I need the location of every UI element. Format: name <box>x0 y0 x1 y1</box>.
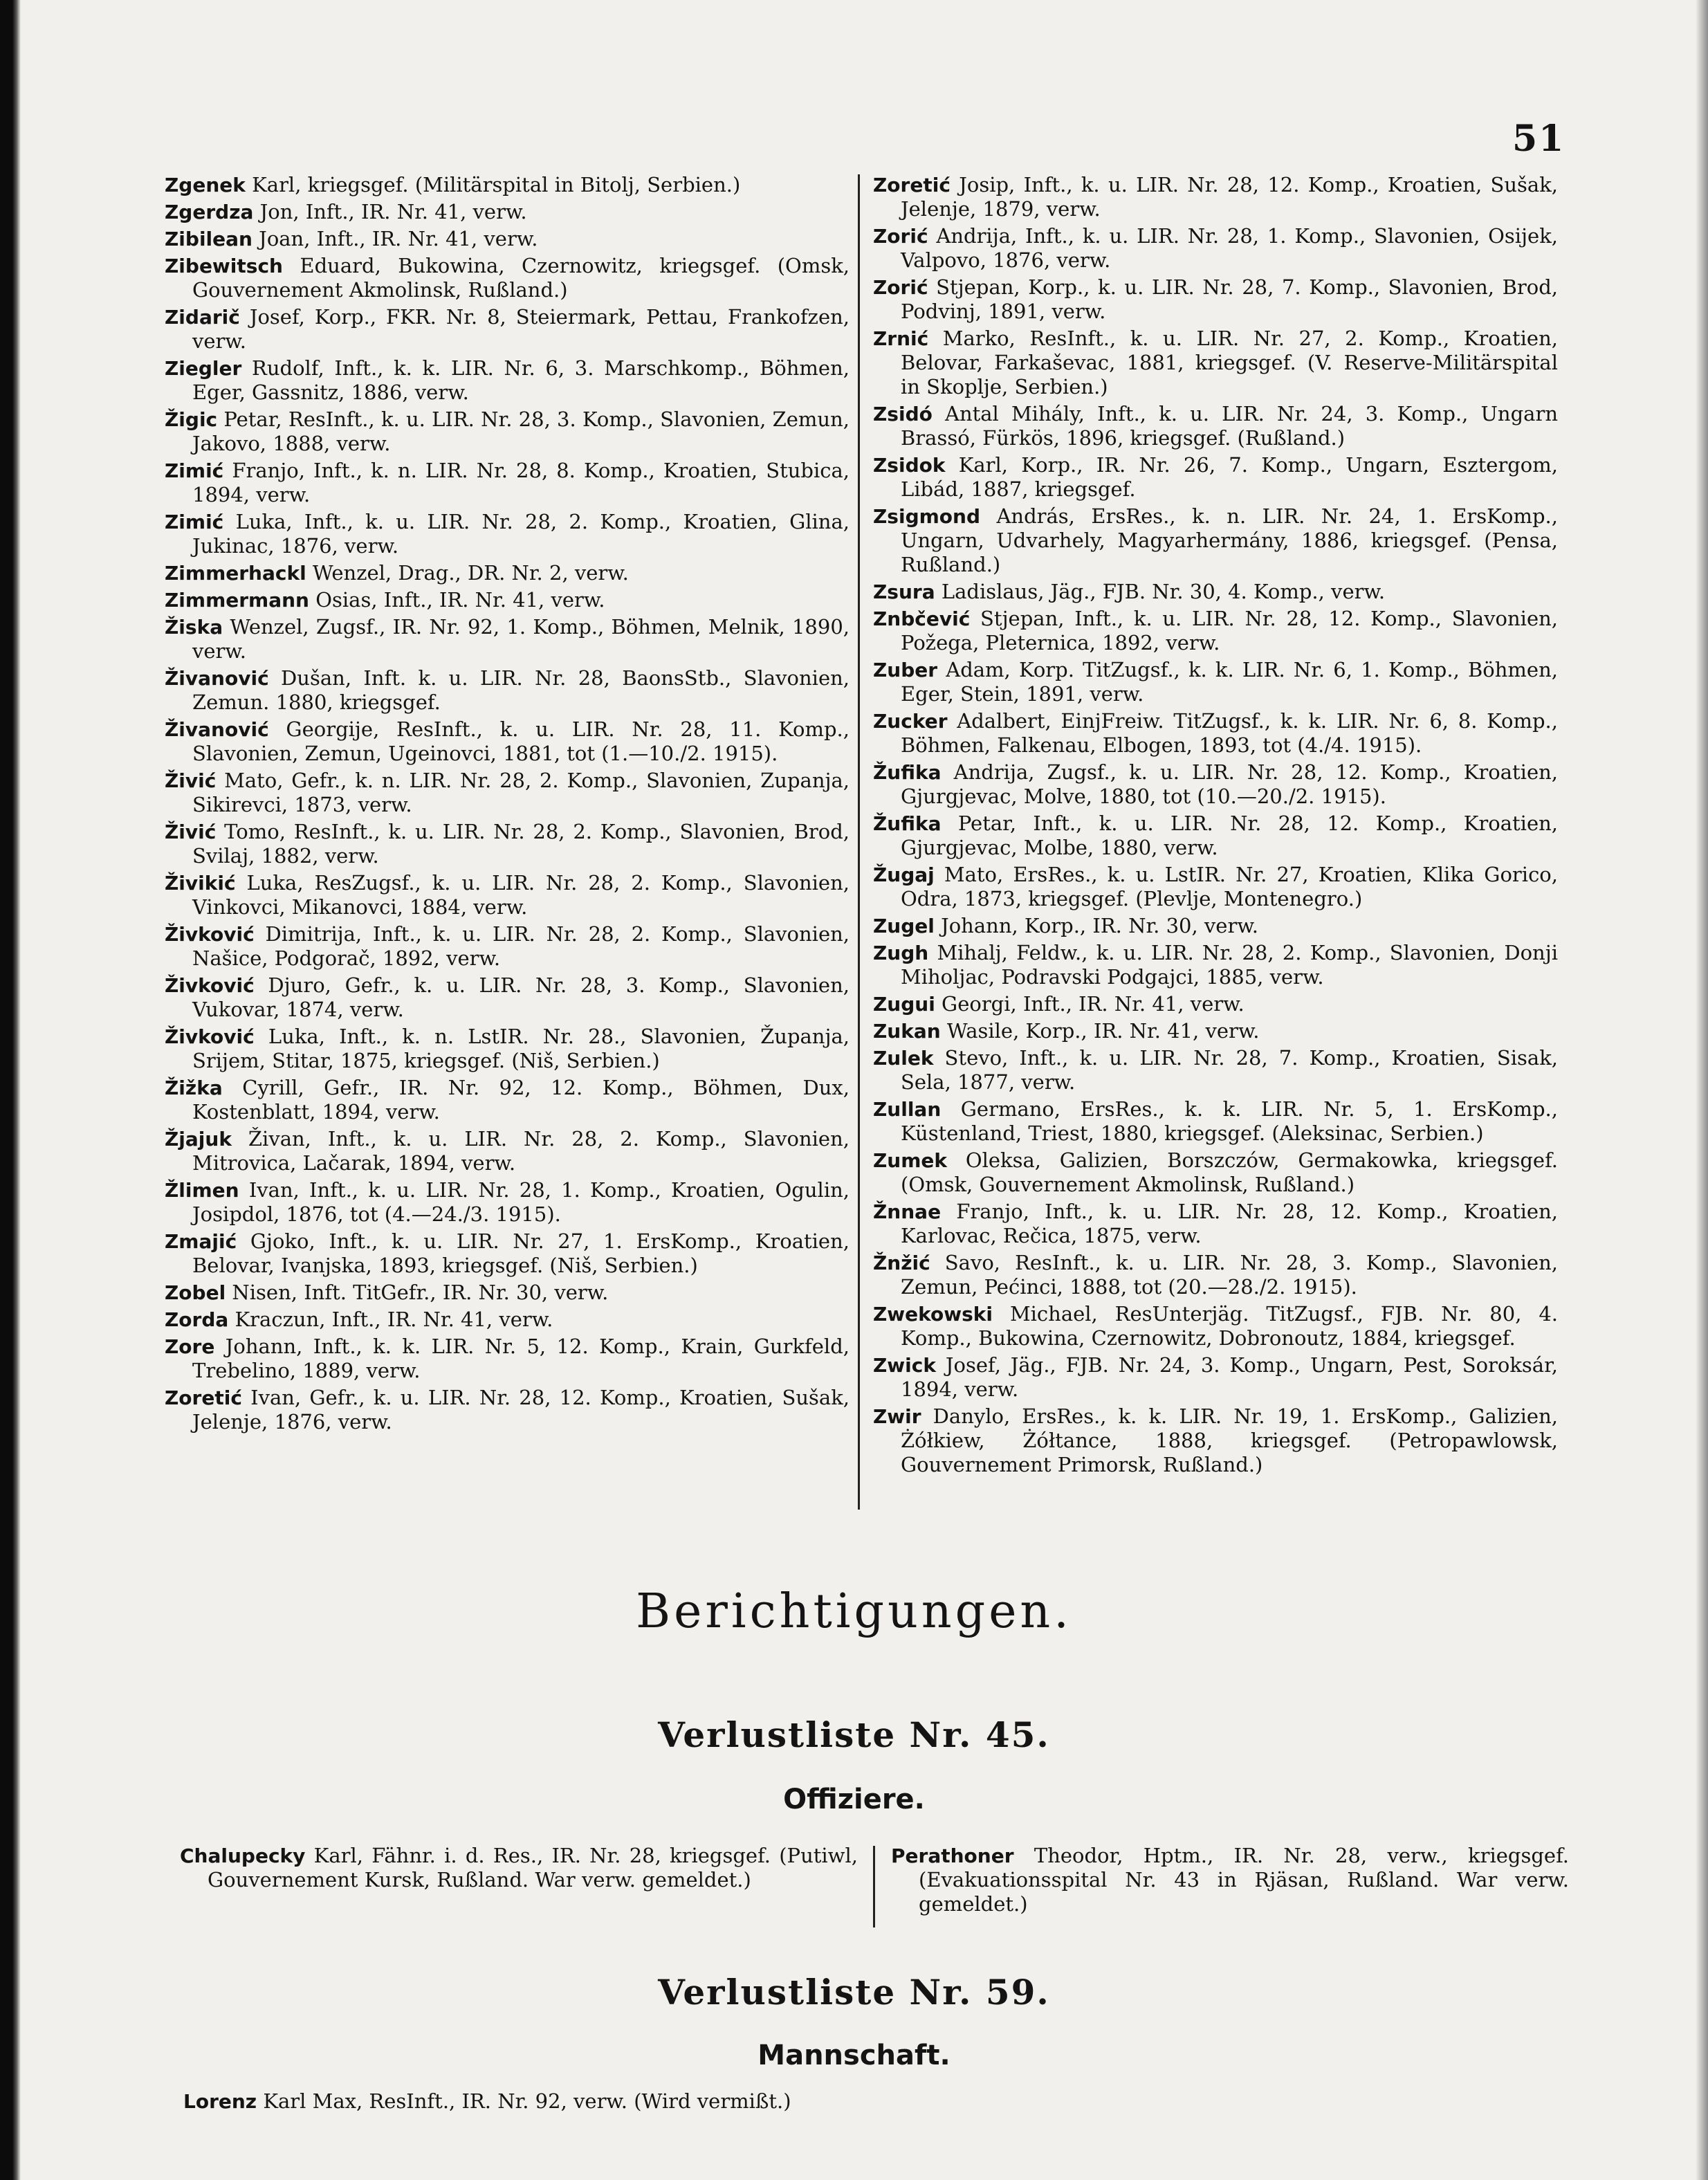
entry-name: Žigic <box>165 408 218 431</box>
entry-text: Djuro, Gefr., k. u. LIR. Nr. 28, 3. Komp., Slavonien, Vukovar, 1874, verw. <box>192 973 850 1021</box>
entry-name: Žugaj <box>873 863 935 886</box>
entry-name: Živić <box>165 769 217 792</box>
entry-name: Zorić <box>873 225 928 248</box>
entry-name: Zugui <box>873 993 935 1016</box>
list-entry <box>873 327 1558 399</box>
entry-name: Živić <box>165 821 217 843</box>
entry-name: Zimmerhackl <box>165 562 306 585</box>
entry-name: Perathoner <box>891 1844 1014 1867</box>
entry-text: Petar, Inft., k. u. LIR. Nr. 28, 12. Komp., Kroatien, Gjurgjevac, Molbe, 1880, verw. <box>901 812 1558 859</box>
entry-name: Zsigmond <box>873 505 980 528</box>
entry-name: Zoretić <box>873 174 951 196</box>
list-entry <box>873 275 1558 324</box>
entry-name: Žnnae <box>873 1200 942 1223</box>
entry-name: Zrnić <box>873 327 929 350</box>
entry-text: Tomo, ResInft., k. u. LIR. Nr. 28, 2. Komp., Slavonien, Brod, Svilaj, 1882, verw. <box>192 820 850 868</box>
entry-name: Zibewitsch <box>165 255 283 277</box>
list-entry <box>165 666 850 715</box>
list-entry <box>165 1308 850 1332</box>
list-entry <box>165 1127 850 1175</box>
entry-text: Michael, ResUnterjäg. TitZugsf., FJB. Nr. 80, 4. Komp., Bukowina, Czernowitz, Dobronoutz, 1884, kriegsgef. <box>901 1302 1558 1350</box>
entry-name: Živković <box>165 974 255 997</box>
list-entry <box>165 1025 850 1073</box>
entry-name: Zidarič <box>165 306 240 329</box>
entry-text: Kraczun, Inft., IR. Nr. 41, verw. <box>228 1308 553 1331</box>
entry-text: Karl Max, ResInft., IR. Nr. 92, verw. (Wird vermißt.) <box>257 2089 791 2113</box>
entry-name: Zugh <box>873 942 929 964</box>
entry-name: Živković <box>165 923 255 946</box>
list-entry <box>873 504 1558 577</box>
entry-text: Josip, Inft., k. u. LIR. Nr. 28, 12. Komp., Kroatien, Sušak, Jelenje, 1879, verw. <box>901 173 1558 221</box>
entry-text: Johann, Inft., k. k. LIR. Nr. 5, 12. Komp., Krain, Gurkfeld, Trebelino, 1889, verw. <box>192 1335 850 1382</box>
entry-name: Ziegler <box>165 357 242 380</box>
list-45-heading: Verlustliste Nr. 45. <box>658 1714 1050 1755</box>
list-entry <box>873 1200 1558 1248</box>
entry-text: Adam, Korp. TitZugsf., k. k. LIR. Nr. 6, 1. Komp., Böhmen, Eger, Stein, 1891, verw. <box>901 658 1558 706</box>
entry-text: Ivan, Inft., k. u. LIR. Nr. 28, 1. Komp., Kroatien, Ogulin, Josipdol, 1876, tot (4.—24./3. 1915). <box>192 1178 850 1226</box>
entry-name: Zuber <box>873 659 938 681</box>
entry-name: Zumek <box>873 1149 948 1172</box>
right-column <box>873 173 1558 1480</box>
correction-entry-right <box>891 1844 1569 1919</box>
list-entry <box>165 615 850 663</box>
entry-name: Živanović <box>165 667 269 690</box>
entry-name: Zobel <box>165 1281 226 1304</box>
list-entry <box>873 658 1558 706</box>
entry-text: Živan, Inft., k. u. LIR. Nr. 28, 2. Komp., Slavonien, Mitrovica, Lačarak, 1894, verw. <box>192 1127 850 1175</box>
column-divider <box>858 174 860 1510</box>
entry-text: Josef, Jäg., FJB. Nr. 24, 3. Komp., Ungarn, Pest, Soroksár, 1894, verw. <box>901 1353 1558 1401</box>
entry-text: Jon, Inft., IR. Nr. 41, verw. <box>253 200 527 223</box>
entry-text: Savo, ResInft., k. u. LIR. Nr. 28, 3. Komp., Slavonien, Zemun, Pećinci, 1888, tot (20.—28./2. 1915). <box>901 1251 1558 1299</box>
list-entry <box>873 1251 1558 1299</box>
list-entry <box>165 922 850 971</box>
entry-text: Georgi, Inft., IR. Nr. 41, verw. <box>935 992 1245 1016</box>
list-59-heading: Verlustliste Nr. 59. <box>658 1972 1050 2013</box>
entry-name: Znbčević <box>873 607 971 630</box>
list-entry <box>873 992 1558 1016</box>
list-entry <box>165 1229 850 1278</box>
entry-text: Antal Mihály, Inft., k. u. LIR. Nr. 24, 3. Komp., Ungarn Brassó, Fürkös, 1896, kriegsgef. (Rußland.) <box>901 402 1558 450</box>
entry-name: Zwick <box>873 1354 936 1377</box>
entry-name: Zugel <box>873 915 935 937</box>
entry-text: Luka, Inft., k. n. LstIR. Nr. 28., Slavonien, Županja, Srijem, Stitar, 1875, kriegsgef. (Niš, Serbien.) <box>192 1025 850 1072</box>
list-entry <box>873 1019 1558 1043</box>
entry-text: Stevo, Inft., k. u. LIR. Nr. 28, 7. Komp., Kroatien, Sisak, Sela, 1877, verw. <box>901 1046 1558 1094</box>
list-entry <box>873 1046 1558 1094</box>
entry-text: Stjepan, Korp., k. u. LIR. Nr. 28, 7. Komp., Slavonien, Brod, Podvinj, 1891, verw. <box>901 275 1558 323</box>
entry-text: Osias, Inft., IR. Nr. 41, verw. <box>309 588 605 612</box>
list-entry <box>165 227 850 251</box>
entry-text: Mato, ErsRes., k. u. LstIR. Nr. 27, Kroatien, Klika Gorico, Odra, 1873, kriegsgef. (Plevlje, Montenegro.) <box>901 863 1558 910</box>
list-entry <box>873 1097 1558 1146</box>
entry-name: Zorić <box>873 276 928 299</box>
list-entry <box>873 453 1558 502</box>
page-edge-shadow-right <box>1696 0 1708 2180</box>
entry-name: Žižka <box>165 1077 223 1099</box>
entry-text: Andrija, Inft., k. u. LIR. Nr. 28, 1. Komp., Slavonien, Osijek, Valpovo, 1876, verw. <box>901 224 1558 272</box>
page-number: 51 <box>1512 118 1565 160</box>
list-entry <box>165 356 850 405</box>
list-entry <box>165 561 850 585</box>
list-entry <box>165 407 850 456</box>
entry-text: Eduard, Bukowina, Czernowitz, kriegsgef. (Omsk, Gouvernement Akmolinsk, Rußland.) <box>192 254 850 302</box>
entry-text: Ivan, Gefr., k. u. LIR. Nr. 28, 12. Komp., Kroatien, Sušak, Jelenje, 1876, verw. <box>192 1386 850 1434</box>
entry-text: Gjoko, Inft., k. u. LIR. Nr. 27, 1. ErsKomp., Kroatien, Belovar, Ivanjska, 1893, kriegsgef. (Niš, Serbien.) <box>192 1229 850 1277</box>
entry-name: Zgerdza <box>165 201 254 223</box>
list-entry <box>873 812 1558 860</box>
list-entry <box>873 941 1558 989</box>
entry-text: Mihalj, Feldw., k. u. LIR. Nr. 28, 2. Komp., Slavonien, Donji Miholjac, Podravski Podgajci, 1885, verw. <box>901 941 1558 989</box>
correction-entry-bottom <box>183 2089 1290 2116</box>
entry-text: Luka, ResZugsf., k. u. LIR. Nr. 28, 2. Komp., Slavonien, Vinkovci, Mikanovci, 1884, verw. <box>192 871 850 919</box>
list-entry <box>873 863 1558 911</box>
entry-name: Zimić <box>165 511 224 533</box>
entry-name: Zimić <box>165 459 224 482</box>
entry-name: Zsura <box>873 580 935 603</box>
entry-name: Zsidok <box>873 454 946 477</box>
entry-text: Germano, ErsRes., k. k. LIR. Nr. 5, 1. ErsKomp., Küstenland, Triest, 1880, kriegsgef. (Aleksinac, Serbien.) <box>901 1097 1558 1145</box>
entry-text: Johann, Korp., IR. Nr. 30, verw. <box>934 914 1258 937</box>
entry-text: Josef, Korp., FKR. Nr. 8, Steiermark, Pettau, Frankofzen, verw. <box>192 305 850 353</box>
list-entry <box>165 459 850 507</box>
list-entry <box>165 588 850 612</box>
entry-text: Adalbert, EinjFreiw. TitZugsf., k. k. LIR. Nr. 6, 8. Komp., Böhmen, Falkenau, Elbogen, 1893, tot (4./4. 1915). <box>901 709 1558 757</box>
list-entry <box>873 914 1558 938</box>
entry-name: Zwir <box>873 1405 921 1428</box>
list-entry <box>165 173 850 197</box>
list-entry <box>873 173 1558 221</box>
list-59-subheading: Mannschaft. <box>757 2040 951 2071</box>
list-entry <box>165 1178 850 1227</box>
list-entry <box>165 820 850 868</box>
entry-name: Chalupecky <box>180 1844 306 1867</box>
list-entry <box>165 1335 850 1383</box>
list-entry <box>165 305 850 354</box>
entry-name: Zmajić <box>165 1230 237 1253</box>
entry-text: Rudolf, Inft., k. k. LIR. Nr. 6, 3. Marschkomp., Böhmen, Eger, Gassnitz, 1886, verw. <box>192 356 850 404</box>
entry-text: Wasile, Korp., IR. Nr. 41, verw. <box>940 1019 1260 1043</box>
entry-text: Karl, Fähnr. i. d. Res., IR. Nr. 28, kriegsgef. (Putiwl, Gouvernement Kursk, Rußland. War verw. gemeldet.) <box>208 1844 858 1892</box>
entry-text: Joan, Inft., IR. Nr. 41, verw. <box>252 227 538 250</box>
entry-name: Zimmermann <box>165 589 309 612</box>
entry-text: Wenzel, Drag., DR. Nr. 2, verw. <box>306 561 629 585</box>
entry-name: Zsidó <box>873 403 933 425</box>
entry-name: Živikić <box>165 872 236 895</box>
entry-text: Luka, Inft., k. u. LIR. Nr. 28, 2. Komp., Kroatien, Glina, Jukinac, 1876, verw. <box>192 510 850 558</box>
list-entry <box>165 254 850 302</box>
list-entry <box>873 607 1558 655</box>
entry-name: Zucker <box>873 710 948 733</box>
list-entry <box>873 580 1558 604</box>
entry-name: Zoretić <box>165 1386 242 1409</box>
entry-name: Zwekowski <box>873 1303 993 1326</box>
entry-text: Marko, ResInft., k. u. LIR. Nr. 27, 2. Komp., Kroatien, Belovar, Farkaševac, 1881, kriegsgef. (V. Reserve-Militärspital in Skoplje, Serbien.) <box>901 327 1558 399</box>
list-entry <box>873 224 1558 273</box>
list-entry <box>165 200 850 224</box>
list-entry <box>873 709 1558 758</box>
list-entry <box>873 1353 1558 1402</box>
entry-name: Žnžić <box>873 1252 930 1274</box>
entry-name: Zore <box>165 1335 215 1358</box>
entry-name: Zorda <box>165 1308 229 1331</box>
entry-name: Zulek <box>873 1047 934 1070</box>
corrections-heading: Berichtigungen. <box>636 1584 1072 1639</box>
entry-text: Wenzel, Zugsf., IR. Nr. 92, 1. Komp., Böhmen, Melnik, 1890, verw. <box>192 615 850 663</box>
entry-name: Zibilean <box>165 228 252 250</box>
entry-text: Ladislaus, Jäg., FJB. Nr. 30, 4. Komp., verw. <box>935 580 1386 603</box>
list-entry <box>165 871 850 919</box>
entry-name: Zukan <box>873 1020 941 1043</box>
list-entry <box>165 1281 850 1305</box>
list-entry <box>165 1386 850 1434</box>
entry-text: Mato, Gefr., k. n. LIR. Nr. 28, 2. Komp., Slavonien, Zupanja, Sikirevci, 1873, verw. <box>192 769 850 816</box>
entry-name: Zgenek <box>165 174 246 196</box>
list-entry <box>873 1302 1558 1350</box>
entry-text: Nisen, Inft. TitGefr., IR. Nr. 30, verw. <box>226 1281 609 1304</box>
entry-text: Dimitrija, Inft., k. u. LIR. Nr. 28, 2. Komp., Slavonien, Našice, Podgorač, 1892, verw. <box>192 922 850 970</box>
entry-name: Živković <box>165 1025 255 1048</box>
entry-name: Živanović <box>165 718 269 741</box>
correction-entry-left <box>180 1844 858 1895</box>
correction-divider <box>873 1846 875 1927</box>
entry-text: Danylo, ErsRes., k. k. LIR. Nr. 19, 1. ErsKomp., Galizien, Żółkiew, Żółtance, 1888, kriegsgef. (Petropawlowsk, Gouvernement Primorsk, Rußland.) <box>901 1404 1558 1476</box>
entry-text: Dušan, Inft. k. u. LIR. Nr. 28, BaonsStb., Slavonien, Zemun. 1880, kriegsgef. <box>192 666 850 714</box>
entry-name: Žiska <box>165 616 223 639</box>
entry-text: Cyrill, Gefr., IR. Nr. 92, 12. Komp., Böhmen, Dux, Kostenblatt, 1894, verw. <box>192 1076 850 1124</box>
list-entry <box>165 973 850 1022</box>
page-edge-shadow-left <box>0 0 21 2180</box>
entry-text: András, ErsRes., k. n. LIR. Nr. 24, 1. ErsKomp., Ungarn, Udvarhely, Magyarhermány, 1886, kriegsgef. (Pensa, Rußland.) <box>901 504 1558 576</box>
list-entry <box>873 760 1558 809</box>
entry-text: Oleksa, Galizien, Borszczów, Germakowka, kriegsgef. (Omsk, Gouvernement Akmolinsk, Rußland.) <box>901 1148 1558 1196</box>
entry-text: Karl, Korp., IR. Nr. 26, 7. Komp., Ungarn, Esztergom, Libád, 1887, kriegsgef. <box>901 453 1558 501</box>
entry-text: Andrija, Zugsf., k. u. LIR. Nr. 28, 12. Komp., Kroatien, Gjurgjevac, Molve, 1880, tot (10.—20./2. 1915). <box>901 760 1558 808</box>
list-entry <box>873 402 1558 450</box>
list-entry <box>873 1404 1558 1477</box>
list-entry <box>165 1076 850 1124</box>
entry-text: Theodor, Hptm., IR. Nr. 28, verw., kriegsgef. (Evakuationsspital Nr. 43 in Rjäsan, Rußland. War verw. gemeldet.) <box>919 1844 1569 1916</box>
left-column <box>165 173 850 1437</box>
list-entry <box>165 769 850 817</box>
entry-text: Petar, ResInft., k. u. LIR. Nr. 28, 3. Komp., Slavonien, Zemun, Jakovo, 1888, verw. <box>192 407 850 455</box>
entry-name: Žufika <box>873 812 942 835</box>
entry-name: Žufika <box>873 761 942 784</box>
entry-text: Karl, kriegsgef. (Militärspital in Bitolj, Serbien.) <box>245 173 741 196</box>
entry-name: Zullan <box>873 1098 942 1121</box>
entry-text: Franjo, Inft., k. n. LIR. Nr. 28, 8. Komp., Kroatien, Stubica, 1894, verw. <box>192 459 850 506</box>
list-entry <box>165 510 850 558</box>
entry-text: Franjo, Inft., k. u. LIR. Nr. 28, 12. Komp., Kroatien, Karlovac, Rečica, 1875, verw. <box>901 1200 1558 1247</box>
entry-name: Žlimen <box>165 1179 239 1202</box>
list-entry <box>873 1148 1558 1197</box>
list-entry <box>165 717 850 766</box>
entry-text: Stjepan, Inft., k. u. LIR. Nr. 28, 12. Komp., Slavonien, Požega, Pleternica, 1892, verw. <box>901 607 1558 654</box>
list-45-subheading: Offiziere. <box>783 1784 925 1815</box>
entry-name: Lorenz <box>183 2090 257 2113</box>
entry-text: Georgije, ResInft., k. u. LIR. Nr. 28, 11. Komp., Slavonien, Zemun, Ugeinovci, 1881, tot (1.—10./2. 1915). <box>192 717 850 765</box>
entry-name: Žjajuk <box>165 1128 232 1151</box>
